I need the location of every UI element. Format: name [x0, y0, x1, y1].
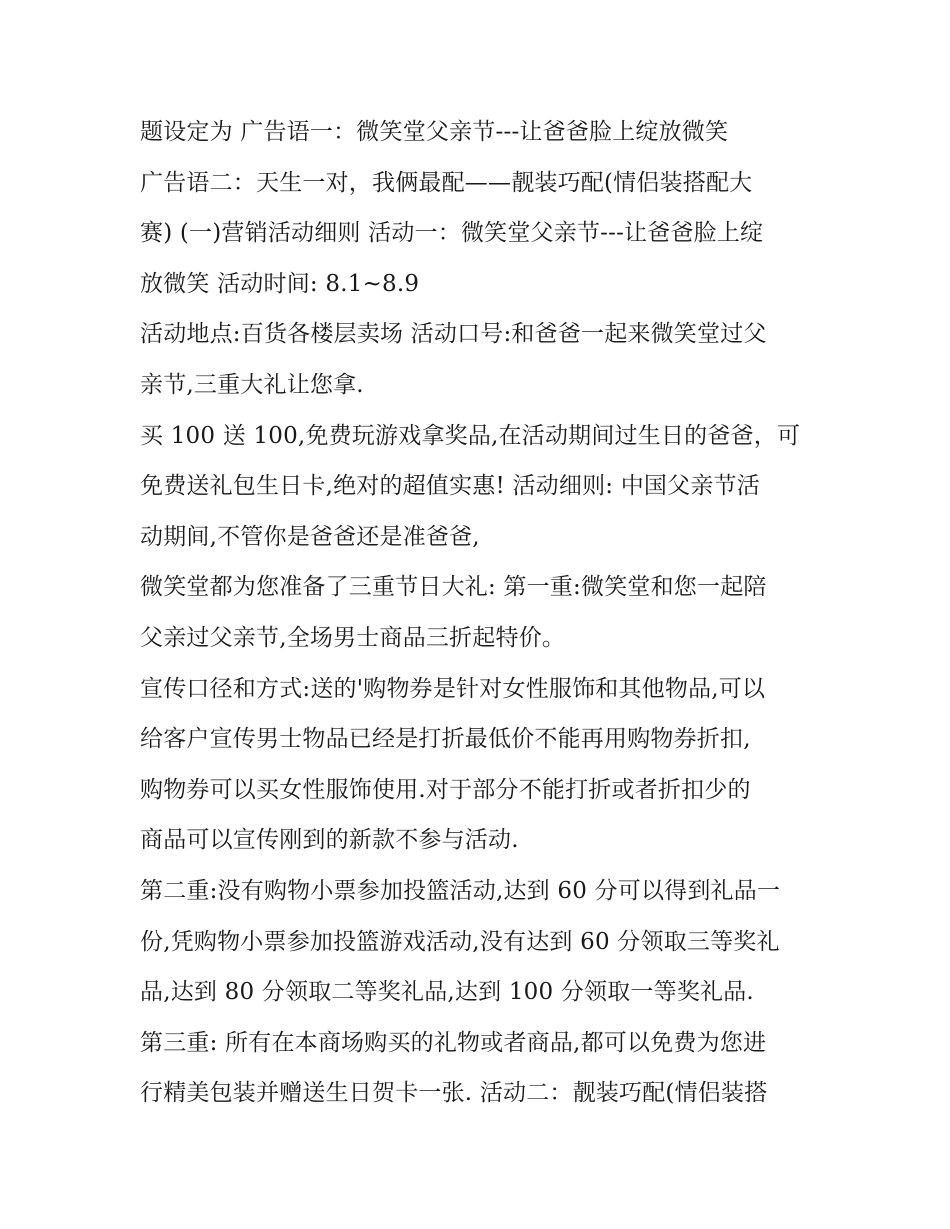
text-line: 商品可以宣传刚到的新款不参与活动.: [140, 827, 519, 854]
text-line: 行精美包装并赠送生日贺卡一张. 活动二：靓装巧配(情侣装搭: [140, 1080, 768, 1107]
text-line: 放微笑 活动时间: 8.1~8.9: [140, 270, 420, 297]
text-line: 微笑堂都为您准备了三重节日大礼: 第一重:微笑堂和您一起陪: [140, 574, 767, 601]
text-line: 动期间,不管你是爸爸还是准爸爸,: [140, 523, 480, 550]
text-line: 父亲过父亲节,全场男士商品三折起特价。: [140, 624, 566, 651]
text-line: 赛) (一)营销活动细则 活动一：微笑堂父亲节---让爸爸脸上绽: [140, 220, 764, 247]
text-line: 题设定为 广告语一：微笑堂父亲节---让爸爸脸上绽放微笑: [140, 119, 729, 145]
text-line: 品,达到 80 分领取二等奖礼品,达到 100 分领取一等奖礼品.: [140, 979, 754, 1006]
text-line: 宣传口径和方式:送的'购物券是针对女性服饰和其他物品,可以: [140, 675, 766, 702]
text-line: 活动地点:百货各楼层卖场 活动口号:和爸爸一起来微笑堂过父: [140, 321, 767, 348]
text-line: 给客户宣传男士物品已经是打折最低价不能再用购物券折扣,: [140, 726, 751, 753]
text-line: 第二重:没有购物小票参加投篮活动,达到 60 分可以得到礼品一: [140, 877, 781, 904]
document-body: [140, 107, 820, 1119]
text-line: 第三重: 所有在本商场购买的礼物或者商品,都可以免费为您进: [140, 1029, 767, 1056]
text-line: 买 100 送 100,免费玩游戏拿奖品,在活动期间过生日的爸爸，可: [140, 422, 801, 449]
text-line: 亲节,三重大礼让您拿.: [140, 371, 364, 398]
text-line: 份,凭购物小票参加投篮游戏活动,没有达到 60 分领取三等奖礼: [140, 928, 780, 955]
text-line: 广告语二：天生一对，我俩最配——靓装巧配(情侣装搭配大: [140, 169, 753, 196]
text-line: 购物券可以买女性服饰使用.对于部分不能打折或者折扣少的: [140, 776, 751, 803]
text-line: 免费送礼包生日卡,绝对的超值实惠! 活动细则: 中国父亲节活: [140, 473, 760, 500]
